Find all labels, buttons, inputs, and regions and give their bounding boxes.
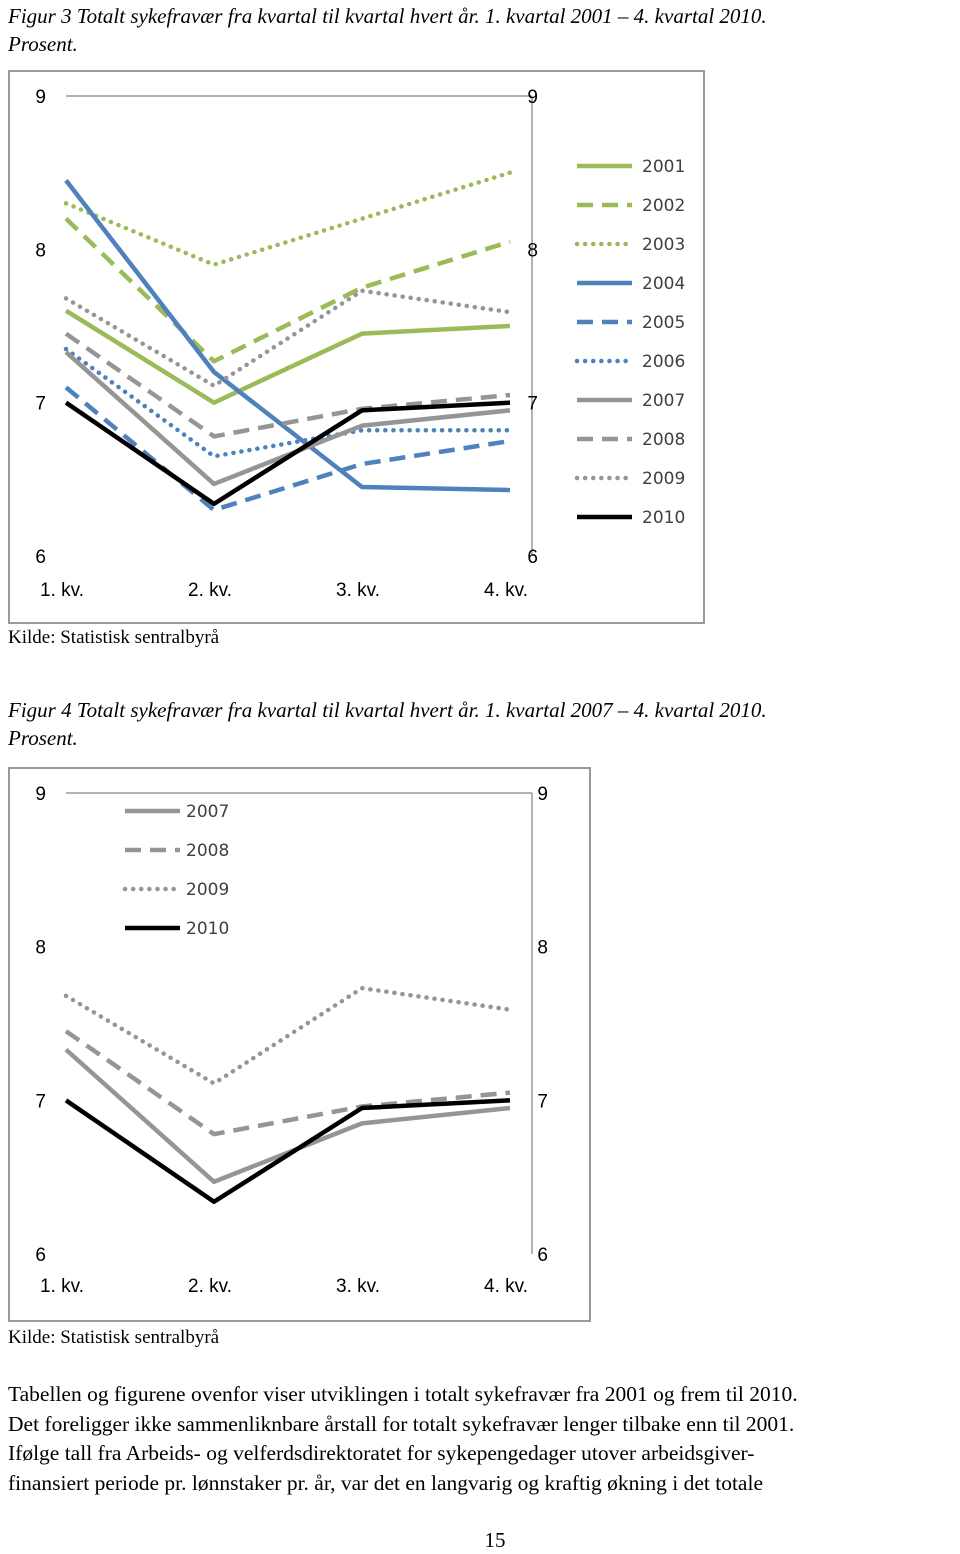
legend-label-2007: 2007 [186,802,230,822]
y-tick-label-right: 8 [537,937,548,959]
legend-label-2009: 2009 [642,469,686,489]
x-tick-label: 1. kv. [40,580,84,601]
y-tick-label-left: 9 [35,784,46,805]
y-tick-label-right: 9 [537,784,548,805]
y-tick-label-right: 8 [527,240,538,262]
legend-label-2009: 2009 [186,880,230,900]
y-tick-label-left: 7 [35,1091,46,1113]
legend-label-2007: 2007 [642,391,686,411]
legend-label-2002: 2002 [642,196,686,216]
figure4-chart-frame [8,767,591,1322]
y-tick-label-left: 8 [35,937,46,959]
x-tick-label: 4. kv. [484,1276,528,1297]
x-tick-label: 1. kv. [40,1276,84,1297]
series-line-2009 [66,988,510,1083]
body-line: finansiert periode pr. lønnstaker pr. år, var det en langvarig og kraftig økning i det totale [8,1470,763,1495]
figure3-caption [8,2,767,58]
x-tick-label: 3. kv. [336,1276,380,1297]
legend-label-2001: 2001 [642,157,686,177]
body-line: Tabellen og figurene ovenfor viser utviklingen i totalt sykefravær fra 2001 og frem til 2010. [8,1382,798,1406]
figure4-source: Kilde: Statistisk sentralbyrå [8,1327,220,1348]
series-line-2007 [66,1050,510,1182]
figure4-caption [8,696,767,752]
legend-label-2005: 2005 [642,313,686,333]
series-line-2008 [66,334,510,437]
x-tick-label: 2. kv. [188,1276,232,1297]
x-tick-label: 3. kv. [336,580,380,601]
y-tick-label-right: 9 [527,87,538,108]
legend-label-2008: 2008 [186,841,230,861]
legend-label-2006: 2006 [642,352,686,372]
y-tick-label-right: 6 [537,1245,548,1266]
figure4-caption-line2: Prosent. [8,726,78,750]
body-paragraph [8,1380,958,1498]
body-line: Ifølge tall fra Arbeids- og velferdsdirektoratet for sykepengedager utover arbeidsgiver- [8,1441,755,1465]
figure3-caption-line2: Prosent. [8,32,78,56]
figure3-chart-frame [8,70,705,624]
series-line-2003 [66,173,510,265]
figure4-caption-line1: Figur 4 Totalt sykefravær fra kvartal til kvartal hvert år. 1. kvartal 2007 – 4. kvartal 2010. [8,698,767,722]
figure4-chart [10,769,589,1320]
legend-label-2010: 2010 [642,508,686,528]
figure3-source: Kilde: Statistisk sentralbyrå [8,627,220,648]
series-line-2008 [66,1031,510,1134]
x-tick-label: 4. kv. [484,580,528,601]
legend-label-2010: 2010 [186,919,230,939]
y-tick-label-left: 8 [35,240,46,262]
y-tick-label-right: 7 [527,393,538,415]
y-tick-label-right: 6 [527,547,538,568]
y-tick-label-right: 7 [537,1091,548,1113]
page-number: 15 [484,1528,506,1552]
figure3-chart [10,72,703,622]
y-tick-label-left: 9 [35,87,46,108]
legend-label-2008: 2008 [642,430,686,450]
y-tick-label-left: 6 [35,1245,46,1266]
series-line-2009 [66,291,510,386]
series-line-2007 [66,352,510,484]
y-tick-label-left: 7 [35,393,46,415]
figure3-caption-line1: Figur 3 Totalt sykefravær fra kvartal til kvartal hvert år. 1. kvartal 2001 – 4. kvartal 2010. [8,4,767,28]
legend-label-2004: 2004 [642,274,686,294]
body-line: Det foreligger ikke sammenliknbare årstall for totalt sykefravær lenger tilbake enn til 2001. [8,1411,795,1436]
x-tick-label: 2. kv. [188,580,232,601]
y-tick-label-left: 6 [35,547,46,568]
legend-label-2003: 2003 [642,235,686,255]
